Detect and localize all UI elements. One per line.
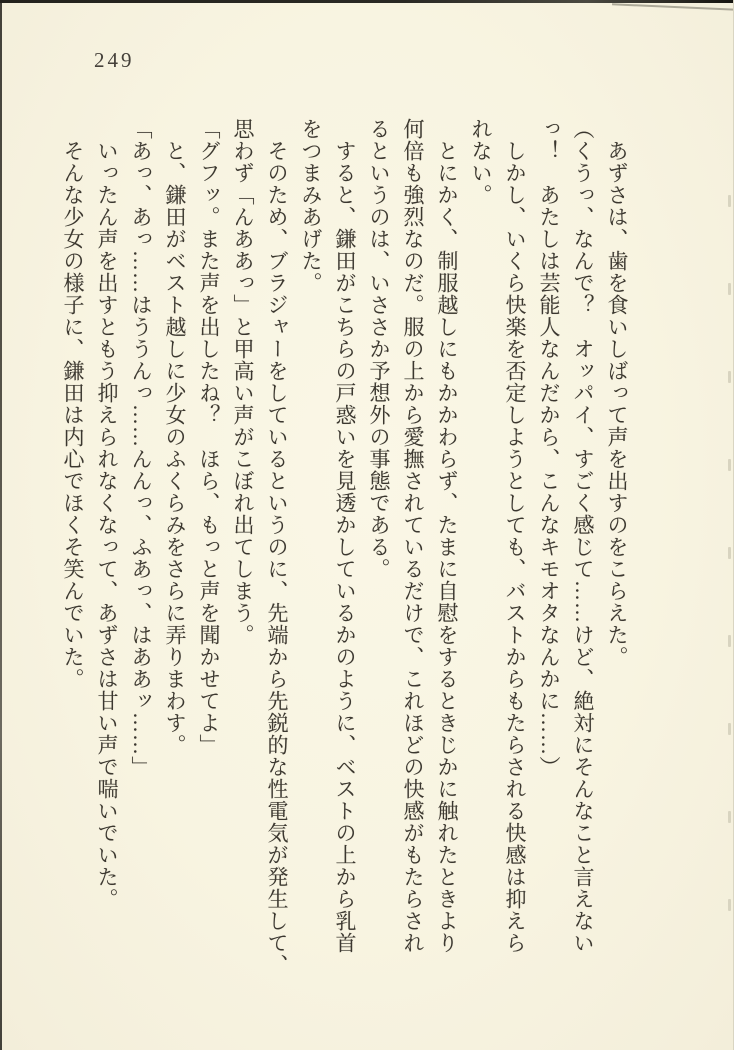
text-line: とにかく、制服越しにもかかわらず、たまに自慰をするときじかに触れたときより <box>435 118 459 954</box>
text-line: そのため、ブラジャーをしているというのに、先端から先鋭的な性電気が発生して、 <box>265 118 289 976</box>
text-line: と、鎌田がベスト越しに少女のふくらみをさらに弄りまわす。 <box>163 118 187 756</box>
scan-artifact <box>728 195 731 207</box>
text-line: （くうっ、なんで？ オッパイ、すごく感じて……けど、絶対にそんなこと言えない <box>571 118 595 954</box>
text-line: 思わず「んああっ」と甲高い声がこぼれ出てしまう。 <box>231 118 255 646</box>
text-line: 「あっ、あっ……はううんっ……んんっ、ふあっ、はああッ……」 <box>129 118 153 778</box>
scan-artifact <box>728 459 731 471</box>
text-line: 何倍も強烈なのだ。服の上から愛撫されているだけで、これほどの快感がもたらされ <box>401 118 425 954</box>
scan-artifact <box>728 283 731 295</box>
text-line: すると、鎌田がこちらの戸惑いを見透かしているかのように、ベストの上から乳首 <box>333 118 357 954</box>
scan-artifact <box>728 371 731 383</box>
text-line: っ！ あたしは芸能人なんだから、こんなキモオタなんかに……） <box>537 118 561 778</box>
scan-artifact <box>728 811 731 823</box>
scan-edge-left <box>0 0 2 1050</box>
text-line: しかし、いくら快楽を否定しようとしても、バストからもたらされる快感は抑えら <box>503 118 527 954</box>
text-line: るというのは、いささか予想外の事態である。 <box>367 118 391 580</box>
scan-artifact <box>728 547 731 559</box>
text-line: をつまみあげた。 <box>299 118 323 294</box>
scan-artifact <box>728 899 731 911</box>
text-block <box>56 118 634 976</box>
text-line: れない。 <box>469 118 493 206</box>
scan-artifact <box>728 635 731 647</box>
text-line: あずさは、歯を食いしばって声を出すのをこらえた。 <box>605 118 629 668</box>
scan-artifact <box>728 723 731 735</box>
text-line: そんな少女の様子に、鎌田は内心でほくそ笑んでいた。 <box>61 118 85 690</box>
scan-edge-top <box>0 0 734 3</box>
text-line: 「グフッ。また声を出したね？ ほら、もっと声を聞かせてよ」 <box>197 118 221 756</box>
page-number: 249 <box>94 48 135 72</box>
scan-edge-top-diagonal <box>612 3 734 10</box>
text-line: いったん声を出すともう抑えられなくなって、あずさは甘い声で喘いでいた。 <box>95 118 119 910</box>
